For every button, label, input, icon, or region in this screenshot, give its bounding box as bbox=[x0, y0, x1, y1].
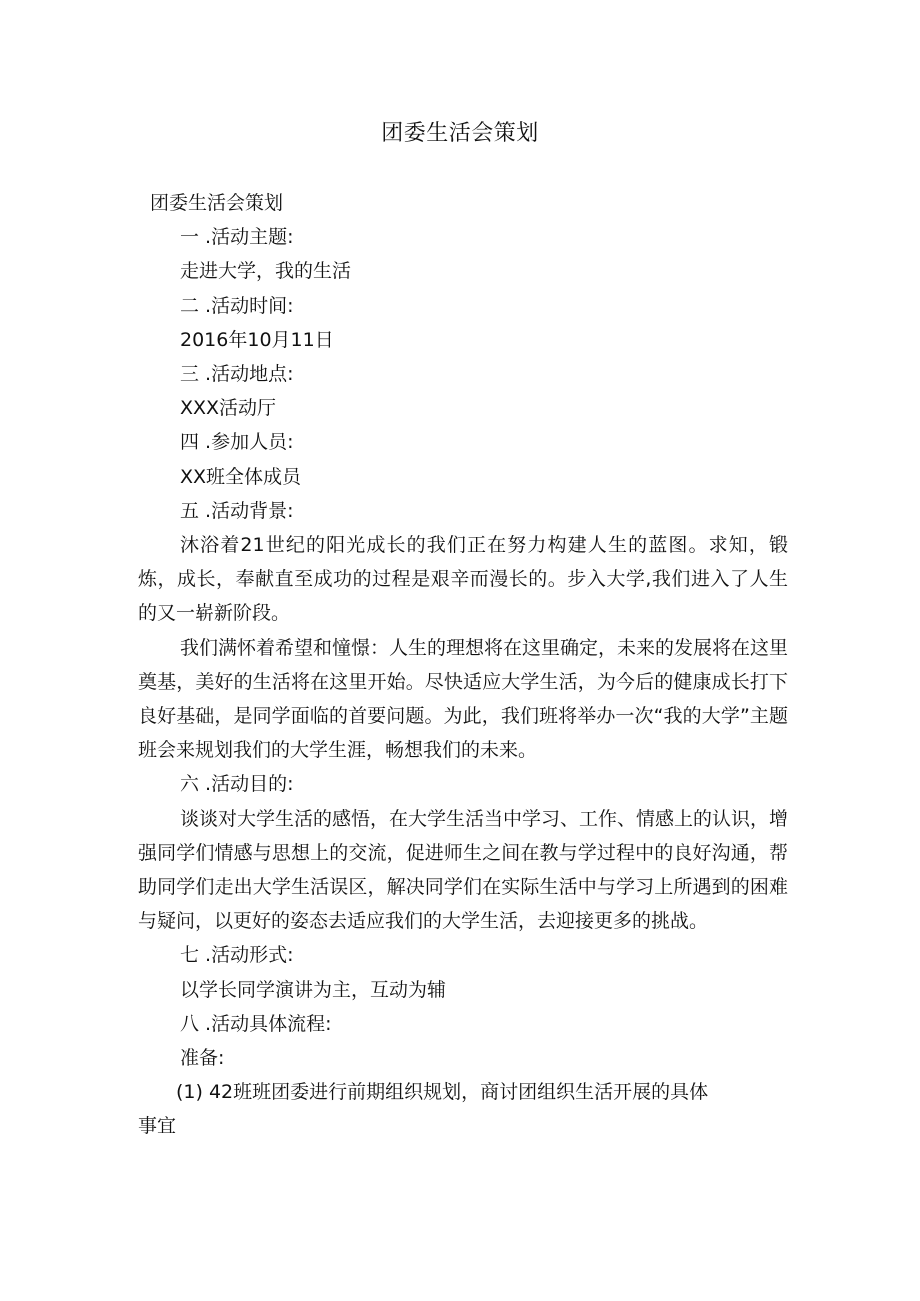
document-subtitle: 团委生活会策划 bbox=[150, 192, 284, 214]
section-heading-purpose: 六 .活动目的: bbox=[180, 773, 294, 796]
prep-item-1-continuation: 事宜 bbox=[138, 1115, 177, 1138]
section-value-time: 2016年10月11日 bbox=[180, 328, 334, 351]
document-body bbox=[138, 186, 788, 1144]
document-title: 团委生活会策划 bbox=[381, 121, 539, 146]
section-value-form: 以学长同学演讲为主，互动为辅 bbox=[180, 978, 447, 1001]
section-heading-theme: 一 .活动主题: bbox=[180, 226, 294, 249]
section-heading-process: 八 .活动具体流程: bbox=[180, 1012, 332, 1035]
purpose-paragraph: 谈谈对大学生活的感悟，在大学生活当中学习、工作、情感上的认识，增强同学们情感与思想上的交流，促进师生之间在教与学过程中的良好沟通，帮助同学们走出大学生活误区，解决同学们在实际生活中与学习上所遇到的困难与疑问，以更好的姿态去适应我们的大学生活，去迎接更多的挑战。 bbox=[138, 807, 789, 933]
background-paragraph-2: 我们满怀着希望和憧憬：人生的理想将在这里确定，未来的发展将在这里奠基，美好的生活将在这里开始。尽快适应大学生活，为今后的健康成长打下良好基础，是同学面临的首要问题。为此，我们班将举办一次“我的大学”主题班会来规划我们的大学生涯，畅想我们的未来。 bbox=[138, 636, 789, 762]
section-value-participants: XX班全体成员 bbox=[180, 465, 302, 488]
section-heading-participants: 四 .参加人员: bbox=[180, 431, 294, 454]
prep-item-1: (1) 42班班团委进行前期组织规划，商讨团组织生活开展的具体 bbox=[176, 1081, 709, 1104]
section-heading-time: 二 .活动时间: bbox=[180, 294, 294, 317]
section-heading-form: 七 .活动形式: bbox=[180, 944, 294, 967]
section-value-theme: 走进大学，我的生活 bbox=[180, 260, 352, 283]
section-value-place: XXX活动厅 bbox=[180, 397, 277, 420]
prep-label: 准备: bbox=[180, 1047, 225, 1070]
section-heading-background: 五 .活动背景: bbox=[180, 499, 294, 522]
section-heading-place: 三 .活动地点: bbox=[180, 363, 294, 386]
background-paragraph-1: 沐浴着21世纪的阳光成长的我们正在努力构建人生的蓝图。求知，锻炼，成长，奉献直至成功的过程是艰辛而漫长的。步入大学,我们进入了人生的又一崭新阶段。 bbox=[138, 534, 788, 625]
